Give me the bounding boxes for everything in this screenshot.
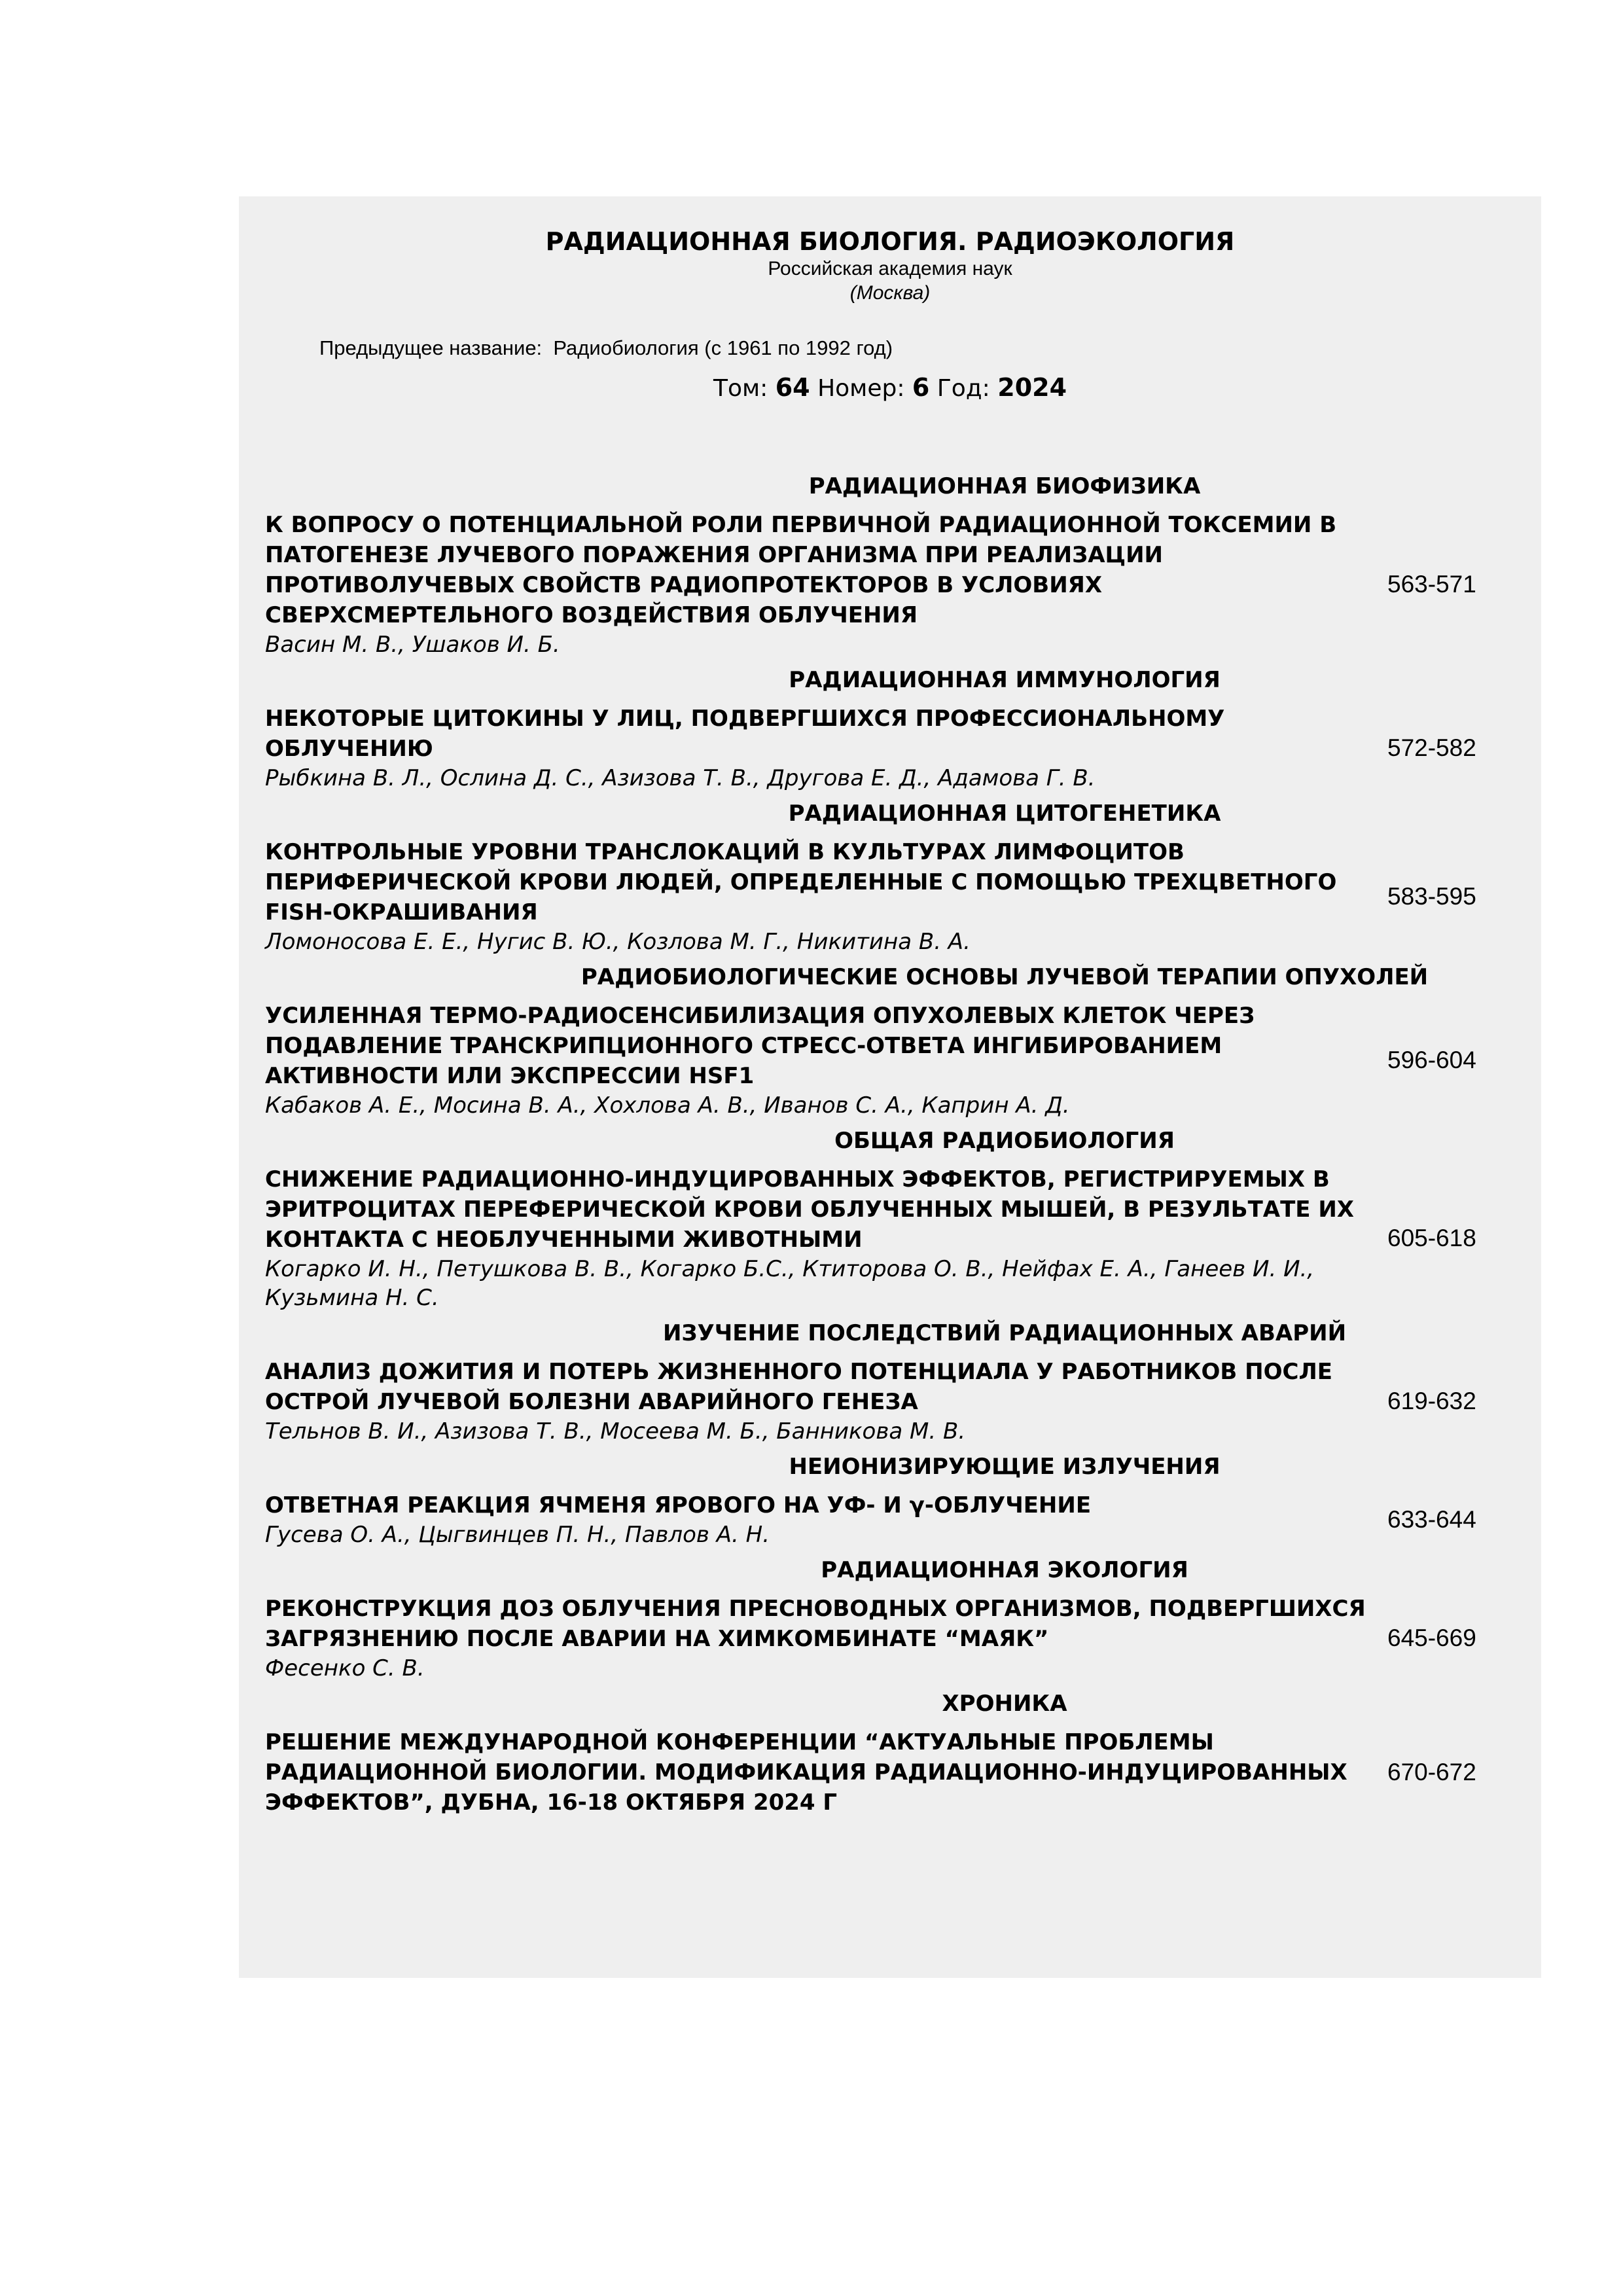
article-pages: 596-604 xyxy=(1387,1047,1476,1073)
section-heading: РАДИАЦИОННАЯ БИОФИЗИКА xyxy=(808,473,1201,499)
article-authors: Фесенко С. В. xyxy=(265,1655,425,1681)
previous-name xyxy=(319,336,893,361)
article-text xyxy=(265,704,1371,793)
article-pages: 583-595 xyxy=(1387,883,1476,910)
article-pages: 670-672 xyxy=(1387,1759,1476,1785)
volume-value: 64 xyxy=(775,373,810,402)
article-entry[interactable] xyxy=(265,704,1522,793)
article-authors: Ломоносова Е. Е., Нугис В. Ю., Козлова М. Г., Никитина В. А. xyxy=(265,929,971,955)
article-pages: 605-618 xyxy=(1387,1225,1476,1251)
section-heading: ХРОНИКА xyxy=(942,1691,1067,1717)
article-text xyxy=(265,837,1371,956)
article-title: РЕКОНСТРУКЦИЯ ДОЗ ОБЛУЧЕНИЯ ПРЕСНОВОДНЫХ ОРГАНИЗМОВ, ПОДВЕРГШИХСЯ ЗАГРЯЗНЕНИЮ ПОСЛЕ АВАРИИ НА ХИМКОМБИНАТЕ “МАЯК” xyxy=(265,1596,1366,1652)
article-authors: Тельнов В. И., Азизова Т. В., Мосеева М. Б., Банникова М. В. xyxy=(265,1418,966,1444)
article-text xyxy=(265,1594,1371,1683)
article-title: КОНТРОЛЬНЫЕ УРОВНИ ТРАНСЛОКАЦИЙ В КУЛЬТУРАХ ЛИМФОЦИТОВ ПЕРИФЕРИЧЕСКОЙ КРОВИ ЛЮДЕЙ, ОПРЕДЕЛЕННЫЕ С ПОМОЩЬЮ ТРЕХЦВЕТНОГО FISH-ОКРАШИВАНИЯ xyxy=(265,839,1337,925)
article-entry[interactable] xyxy=(265,837,1522,956)
article-entry[interactable] xyxy=(265,1594,1522,1683)
section-heading: ИЗУЧЕНИЕ ПОСЛЕДСТВИЙ РАДИАЦИОННЫХ АВАРИЙ xyxy=(662,1320,1347,1346)
article-text xyxy=(265,510,1371,659)
article-authors: Кабаков А. Е., Мосина В. А., Хохлова А. В., Иванов С. А., Каприн А. Д. xyxy=(265,1092,1070,1119)
article-entry[interactable] xyxy=(265,1490,1522,1549)
previous-name-label: Предыдущее название: xyxy=(319,336,543,359)
article-title: ОТВЕТНАЯ РЕАКЦИЯ ЯЧМЕНЯ ЯРОВОГО НА УФ- И γ-ОБЛУЧЕНИЕ xyxy=(265,1492,1092,1518)
article-text xyxy=(265,1001,1371,1120)
article-pages: 572-582 xyxy=(1387,734,1476,761)
article-pages: 633-644 xyxy=(1387,1506,1476,1533)
article-entry[interactable] xyxy=(265,510,1522,659)
section-heading: РАДИАЦИОННАЯ ИММУНОЛОГИЯ xyxy=(789,667,1221,693)
section-heading: НЕИОНИЗИРУЮЩИЕ ИЗЛУЧЕНИЯ xyxy=(789,1454,1221,1480)
contents-panel xyxy=(239,196,1541,1978)
section-heading: РАДИАЦИОННАЯ ЭКОЛОГИЯ xyxy=(821,1557,1188,1583)
article-entry[interactable] xyxy=(265,1001,1522,1120)
number-label: Номер: xyxy=(817,375,905,402)
article-pages: 563-571 xyxy=(1387,571,1476,598)
publisher: Российская академия наук xyxy=(768,258,1012,279)
section-heading: ОБЩАЯ РАДИОБИОЛОГИЯ xyxy=(834,1128,1175,1154)
article-authors: Васин М. В., Ушаков И. Б. xyxy=(265,632,560,658)
article-text xyxy=(265,1164,1371,1312)
article-title: АНАЛИЗ ДОЖИТИЯ И ПОТЕРЬ ЖИЗНЕННОГО ПОТЕНЦИАЛА У РАБОТНИКОВ ПОСЛЕ ОСТРОЙ ЛУЧЕВОЙ БОЛЕЗНИ АВАРИЙНОГО ГЕНЕЗА xyxy=(265,1359,1332,1415)
previous-name-value: Радиобиология (с 1961 по 1992 год) xyxy=(553,336,893,359)
article-pages: 645-669 xyxy=(1387,1624,1476,1651)
publisher-city: (Москва) xyxy=(849,282,931,304)
article-entry[interactable] xyxy=(265,1164,1522,1312)
table-of-contents xyxy=(265,472,1522,1824)
article-title: НЕКОТОРЫЕ ЦИТОКИНЫ У ЛИЦ, ПОДВЕРГШИХСЯ ПРОФЕССИОНАЛЬНОМУ ОБЛУЧЕНИЮ xyxy=(265,706,1225,762)
article-title: СНИЖЕНИЕ РАДИАЦИОННО-ИНДУЦИРОВАННЫХ ЭФФЕКТОВ, РЕГИСТРИРУЕМЫХ В ЭРИТРОЦИТАХ ПЕРЕФЕРИЧЕСКОЙ КРОВИ ОБЛУЧЕННЫХ МЫШЕЙ, В РЕЗУЛЬТАТЕ ИХ КОНТАКТА С НЕОБЛУЧЕННЫМИ ЖИВОТНЫМИ xyxy=(265,1166,1355,1253)
section-heading: РАДИАЦИОННАЯ ЦИТОГЕНЕТИКА xyxy=(788,800,1221,827)
year-label: Год: xyxy=(936,375,990,402)
article-text xyxy=(265,1357,1371,1446)
article-title: РЕШЕНИЕ МЕЖДУНАРОДНОЙ КОНФЕРЕНЦИИ “АКТУАЛЬНЫЕ ПРОБЛЕМЫ РАДИАЦИОННОЙ БИОЛОГИИ. МОДИФИКАЦИЯ РАДИАЦИОННО-ИНДУЦИРОВАННЫХ ЭФФЕКТОВ”, ДУБНА, 16-18 ОКТЯБРЯ 2024 Г xyxy=(265,1729,1347,1816)
volume-label: Том: xyxy=(713,375,768,402)
number-value: 6 xyxy=(912,373,930,402)
article-entry[interactable] xyxy=(265,1357,1522,1446)
article-title: УСИЛЕННАЯ ТЕРМО-РАДИОСЕНСИБИЛИЗАЦИЯ ОПУХОЛЕВЫХ КЛЕТОК ЧЕРЕЗ ПОДАВЛЕНИЕ ТРАНСКРИПЦИОННОГО СТРЕСС-ОТВЕТА ИНГИБИРОВАНИЕМ АКТИВНОСТИ ИЛИ ЭКСПРЕССИИ HSF1 xyxy=(265,1003,1255,1089)
article-title: К ВОПРОСУ О ПОТЕНЦИАЛЬНОЙ РОЛИ ПЕРВИЧНОЙ РАДИАЦИОННОЙ ТОКСЕМИИ В ПАТОГЕНЕЗЕ ЛУЧЕВОГО ПОРАЖЕНИЯ ОРГАНИЗМА ПРИ РЕАЛИЗАЦИИ ПРОТИВОЛУЧЕВЫХ СВОЙСТВ РАДИОПРОТЕКТОРОВ В УСЛОВИЯХ СВЕРХСМЕРТЕЛЬНОГО ВОЗДЕЙСТВИЯ ОБЛУЧЕНИЯ xyxy=(265,512,1337,628)
article-entry[interactable] xyxy=(265,1727,1522,1818)
article-authors: Рыбкина В. Л., Ослина Д. С., Азизова Т. В., Другова Е. Д., Адамова Г. В. xyxy=(265,765,1096,791)
issue-info xyxy=(239,373,1541,403)
journal-title: РАДИАЦИОННАЯ БИОЛОГИЯ. РАДИОЭКОЛОГИЯ xyxy=(545,227,1235,256)
article-authors: Когарко И. Н., Петушкова В. В., Когарко Б.С., Ктиторова О. В., Нейфах Е. А., Ганеев И. И., Кузьмина Н. С. xyxy=(265,1256,1315,1311)
article-pages: 619-632 xyxy=(1387,1388,1476,1414)
year-value: 2024 xyxy=(997,373,1067,402)
article-text xyxy=(265,1490,1371,1549)
article-authors: Гусева О. А., Цыгвинцев П. Н., Павлов А. Н. xyxy=(265,1522,770,1548)
section-heading: РАДИОБИОЛОГИЧЕСКИЕ ОСНОВЫ ЛУЧЕВОЙ ТЕРАПИИ ОПУХОЛЕЙ xyxy=(580,964,1429,990)
article-text xyxy=(265,1727,1371,1818)
